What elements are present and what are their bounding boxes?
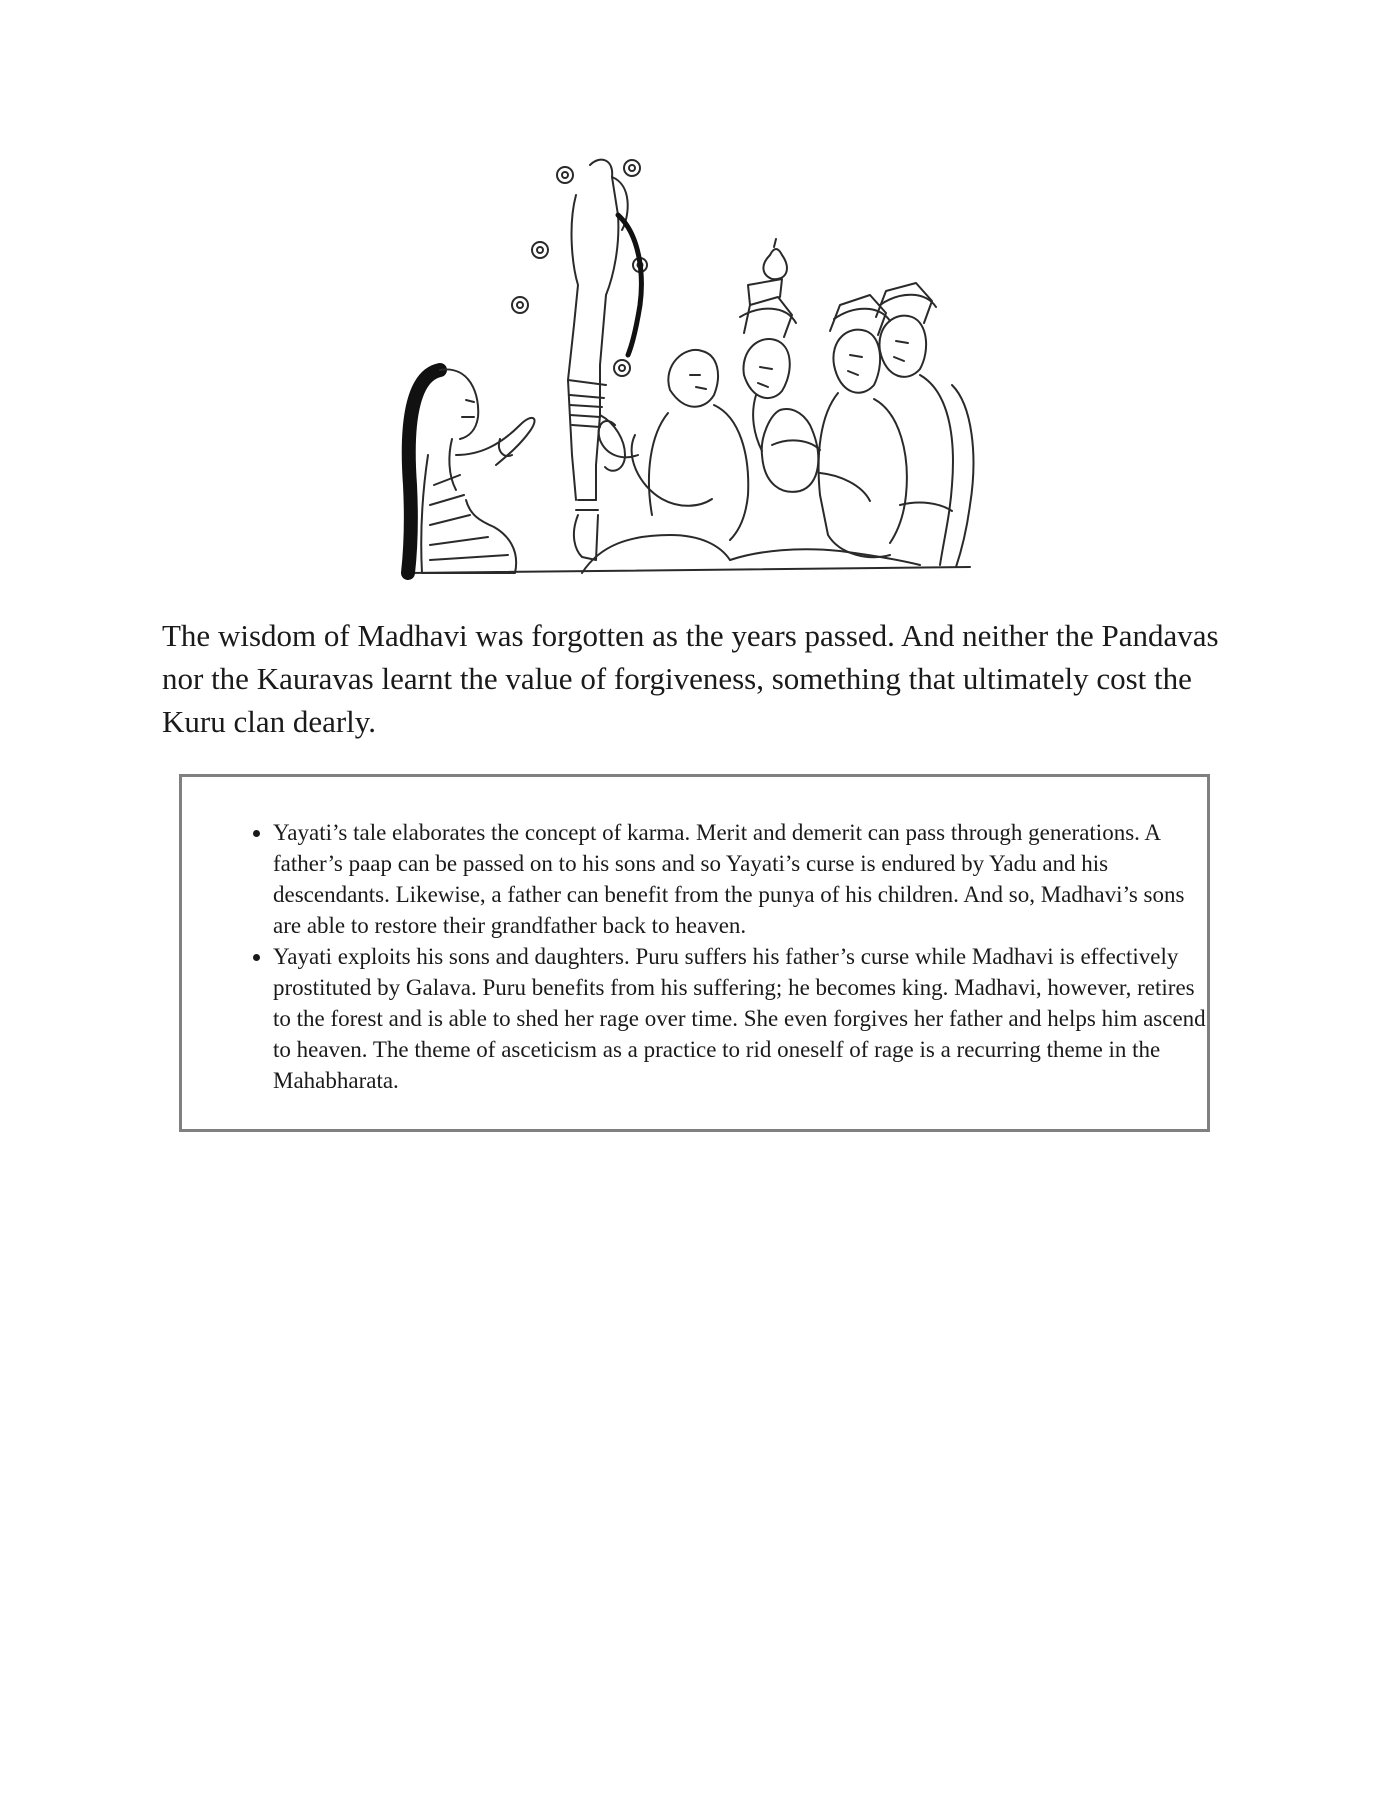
callout-box xyxy=(179,774,1210,1132)
list-item: • Yayati’s tale elaborates the concept of karma. Merit and demerit can pass through generations. A father’s paap can be passed on to his sons and so Yayati’s curse is endured by Yadu and his descendants. Likewise, a father can benefit from the punya of his children. And so, Madhavi’s sons are able to restore their grandfather back to heaven. xyxy=(273,817,1213,941)
callout-bullet-list xyxy=(234,817,1213,1096)
list-item: • Yayati exploits his sons and daughters. Puru suffers his father’s curse while Madhavi is effectively prostituted by Galava. Puru benefits from his suffering; he becomes king. Madhavi, however, retires to the forest and is able to shed her rage over time. She even forgives her father and helps him ascend to heaven. The theme of asceticism as a practice to rid oneself of rage is a recurring theme in the Mahabharata. xyxy=(273,941,1213,1096)
body-paragraph: The wisdom of Madhavi was forgotten as the years passed. And neither the Pandavas nor the Kauravas learnt the value of forgiveness, something that ultimately cost the Kuru clan dearly. xyxy=(162,618,1219,739)
madhavi-illustration xyxy=(400,155,1000,585)
line-drawing-icon xyxy=(400,155,1000,585)
